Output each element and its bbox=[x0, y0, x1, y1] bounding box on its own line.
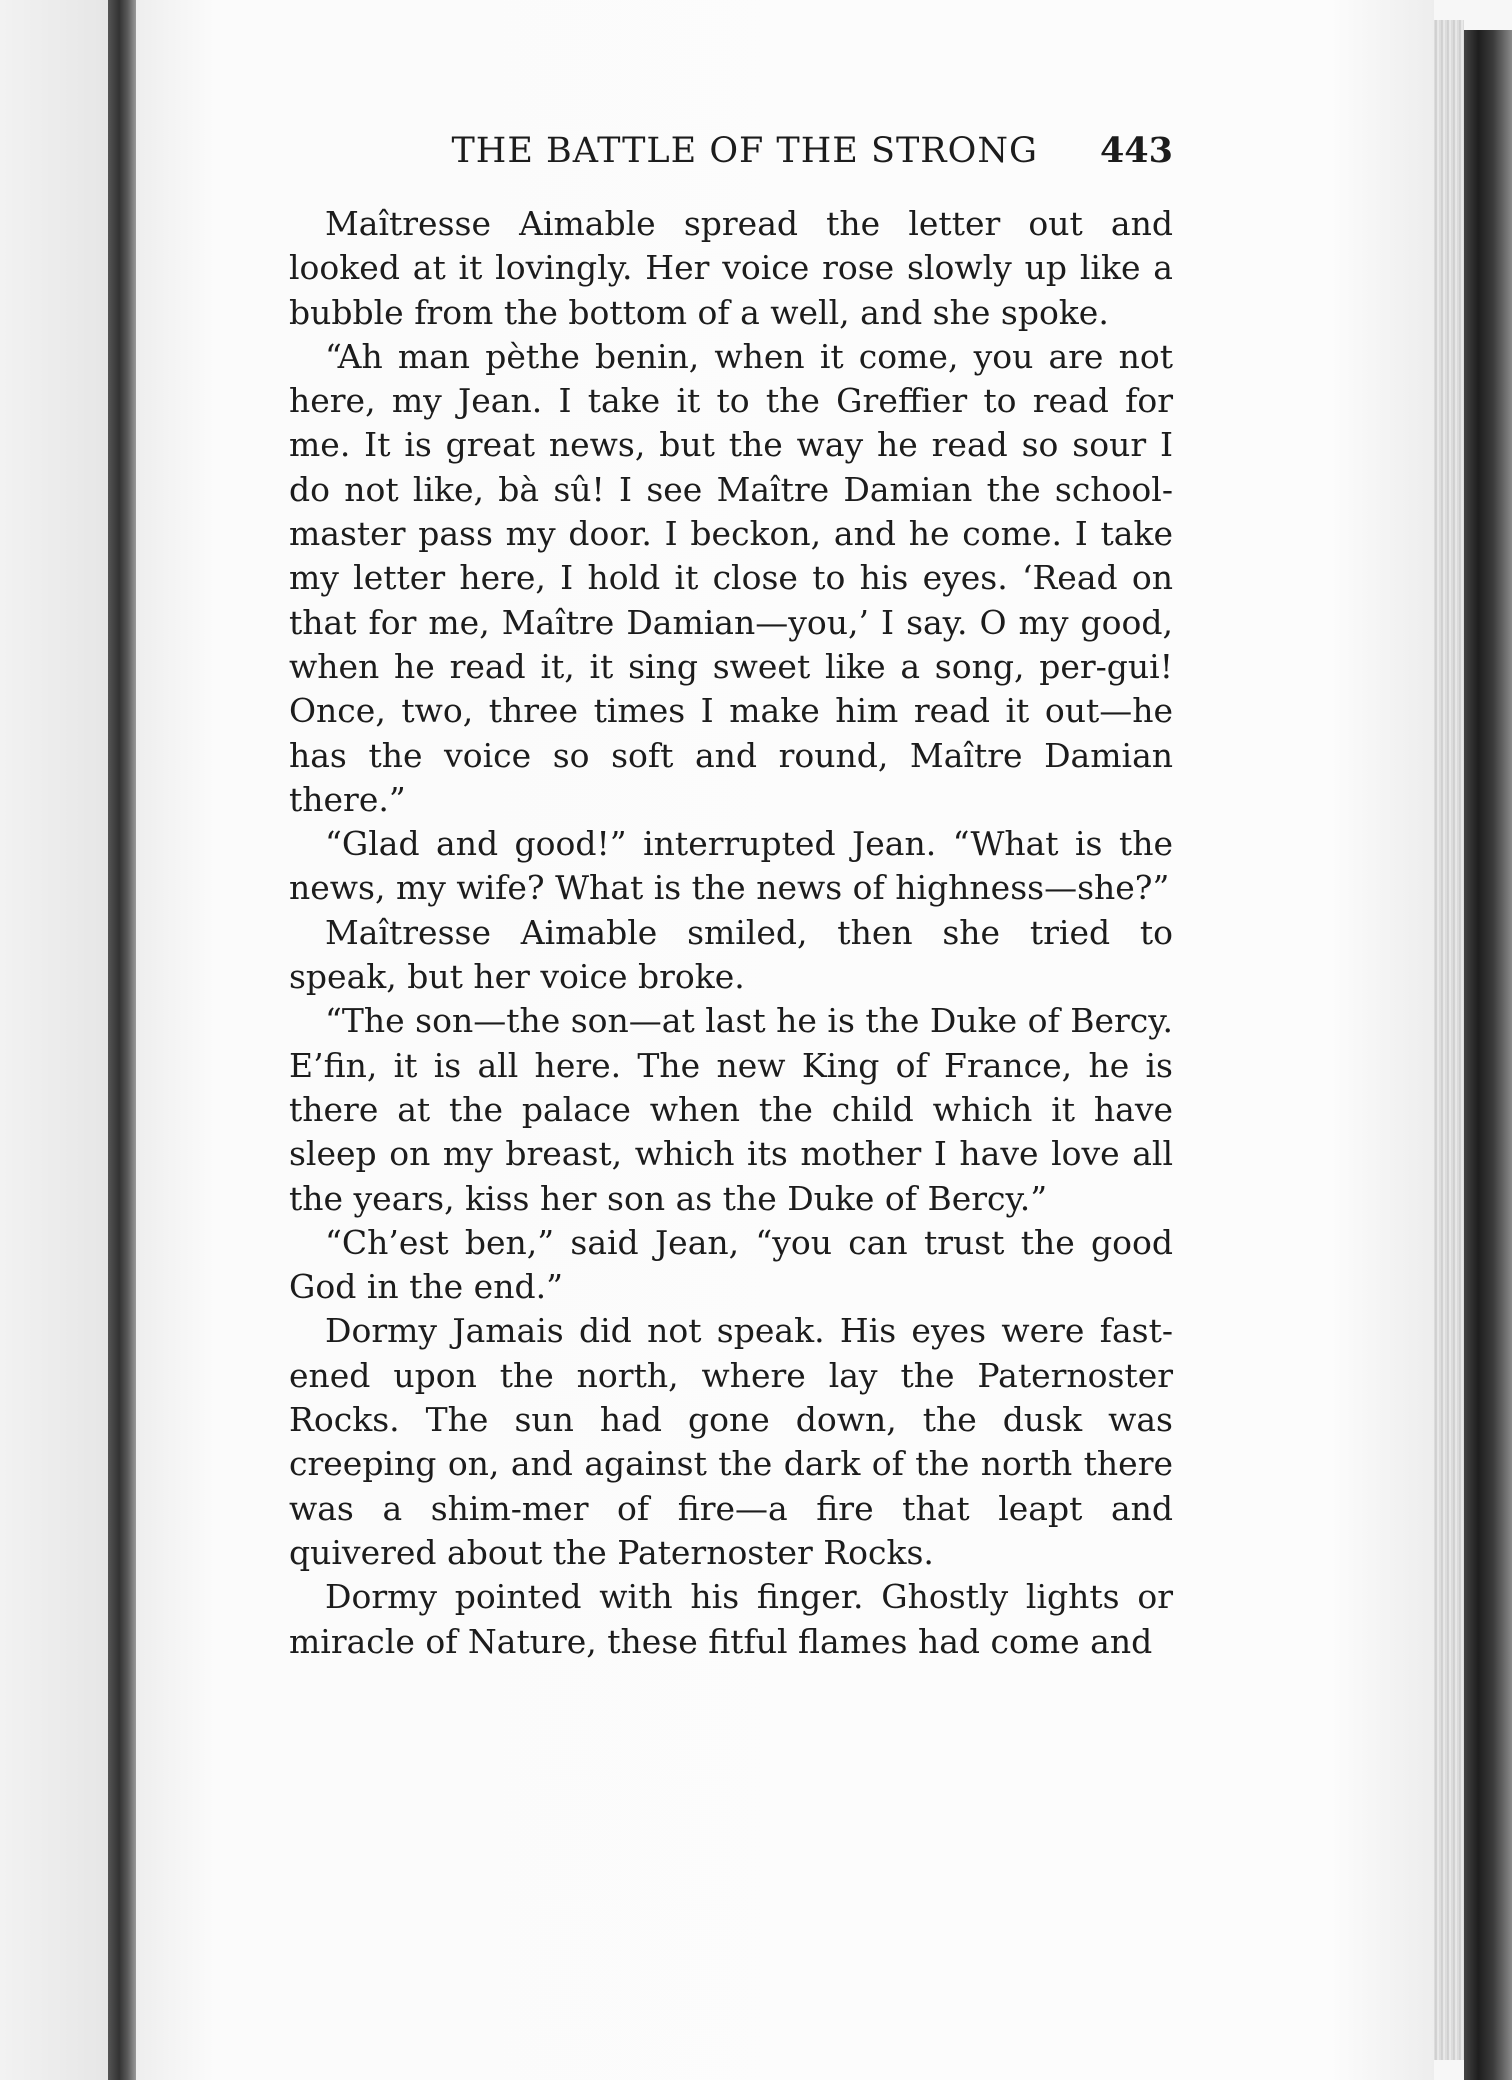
running-head bbox=[289, 130, 1173, 174]
page-edges bbox=[1434, 20, 1464, 2060]
paragraph: “Ah man pèthe benin, when it come, you are not here, my Jean. I take it to the Greffier to read for me. It is great news, but the way he read so sour I do not like, bà sû! I see Maître Damian the school-master pass my door. I beckon, and he come. I take my letter here, I hold it close to his eyes. ‘Read on that for me, Maître Damian—you,’ I say. O my good, when he read it, it sing sweet like a song, per-gui! Once, two, three times I make him read it out—he has the voice so soft and round, Maître Damian there.” bbox=[289, 336, 1173, 819]
page-text-block bbox=[289, 130, 1173, 1664]
running-title: THE BATTLE OF THE STRONG bbox=[451, 131, 1038, 171]
previous-page-margin bbox=[0, 0, 108, 2080]
paragraph: “Ch’est ben,” said Jean, “you can trust the good God in the end.” bbox=[289, 1222, 1173, 1307]
page-number: 443 bbox=[1099, 130, 1173, 171]
paragraph: “The son—the son—at last he is the Duke of Bercy. E’fin, it is all here. The new King of France, he is there at the palace when the child which it have sleep on my breast, which its mother I have love all the years, kiss her son as the Duke of Bercy.” bbox=[289, 1001, 1174, 1218]
paragraph: Dormy pointed with his finger. Ghostly lights or miracle of Nature, these fitful flames had come and bbox=[289, 1577, 1173, 1661]
back-cover-edge bbox=[1464, 30, 1512, 2080]
paragraph: Dormy Jamais did not speak. His eyes were fast-ened upon the north, where lay the Paternoster Rocks. The sun had gone down, the dusk was creeping on, and against the dark of the north there was a shim-mer of fire—a fire that leapt and quivered about the Paternoster Rocks. bbox=[289, 1311, 1173, 1572]
paragraph: “Glad and good!” interrupted Jean. “What is the news, my wife? What is the news of highness—she?” bbox=[289, 824, 1173, 908]
book-binding-shadow bbox=[108, 0, 136, 2080]
paragraph: Maîtresse Aimable spread the letter out and looked at it lovingly. Her voice rose slowly up like a bubble from the bottom of a well, and she spoke. bbox=[289, 204, 1173, 332]
paragraph: Maîtresse Aimable smiled, then she tried to speak, but her voice broke. bbox=[289, 912, 1173, 997]
